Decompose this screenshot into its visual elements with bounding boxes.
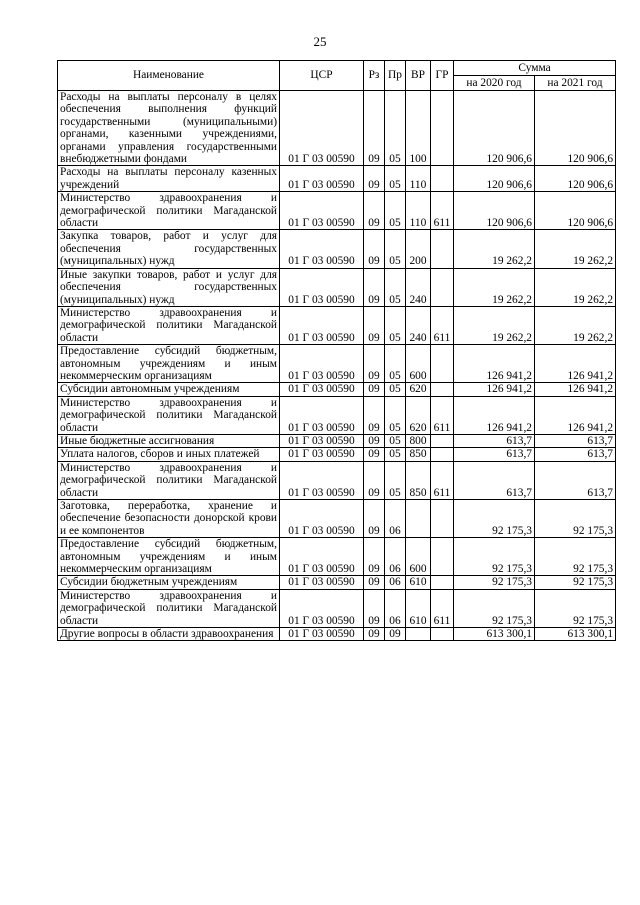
row-vr: 110 — [406, 166, 431, 192]
row-gr — [431, 628, 454, 641]
row-gr — [431, 91, 454, 166]
row-vr: 610 — [406, 589, 431, 627]
row-vr: 620 — [406, 396, 431, 434]
header-gr: ГР — [431, 61, 454, 91]
row-csr: 01 Г 03 00590 — [280, 448, 364, 461]
row-sum-2021: 92 175,3 — [535, 576, 616, 589]
row-sum-2020: 120 906,6 — [454, 192, 535, 230]
row-vr: 240 — [406, 268, 431, 306]
row-rz: 09 — [364, 230, 385, 268]
row-gr: 611 — [431, 306, 454, 344]
row-name: Расходы на выплаты персоналу в целях обеспечения выполнения функций государственными (муниципальными) органами, казенными учреждениями, органами управления государственными внебюджетными фондами — [58, 91, 280, 166]
row-pr: 05 — [385, 268, 406, 306]
row-name: Министерство здравоохранения и демографической политики Магаданской области — [58, 192, 280, 230]
row-rz: 09 — [364, 461, 385, 499]
table-row — [58, 628, 616, 641]
row-name: Уплата налогов, сборов и иных платежей — [58, 448, 280, 461]
row-sum-2020: 92 175,3 — [454, 576, 535, 589]
table-row — [58, 538, 616, 576]
row-csr: 01 Г 03 00590 — [280, 434, 364, 447]
row-vr: 600 — [406, 345, 431, 383]
table-row — [58, 461, 616, 499]
header-pr: Пр — [385, 61, 406, 91]
row-csr: 01 Г 03 00590 — [280, 306, 364, 344]
row-vr: 100 — [406, 91, 431, 166]
row-name: Закупка товаров, работ и услуг для обеспечения государственных (муниципальных) нужд — [58, 230, 280, 268]
row-gr — [431, 230, 454, 268]
row-sum-2021: 92 175,3 — [535, 500, 616, 538]
row-name: Министерство здравоохранения и демографической политики Магаданской области — [58, 396, 280, 434]
table-row — [58, 268, 616, 306]
table-row — [58, 91, 616, 166]
row-rz: 09 — [364, 91, 385, 166]
row-csr: 01 Г 03 00590 — [280, 166, 364, 192]
row-name: Предоставление субсидий бюджетным, автономным учреждениям и иным некоммерческим организациям — [58, 345, 280, 383]
row-pr: 05 — [385, 383, 406, 396]
row-pr: 05 — [385, 166, 406, 192]
header-sum: Сумма — [454, 61, 616, 76]
row-csr: 01 Г 03 00590 — [280, 230, 364, 268]
row-rz: 09 — [364, 166, 385, 192]
header-csr: ЦСР — [280, 61, 364, 91]
row-sum-2021: 126 941,2 — [535, 396, 616, 434]
row-pr: 09 — [385, 628, 406, 641]
row-sum-2021: 126 941,2 — [535, 383, 616, 396]
row-csr: 01 Г 03 00590 — [280, 345, 364, 383]
row-gr — [431, 383, 454, 396]
row-pr: 06 — [385, 538, 406, 576]
row-sum-2021: 92 175,3 — [535, 538, 616, 576]
row-pr: 06 — [385, 500, 406, 538]
row-gr — [431, 166, 454, 192]
row-rz: 09 — [364, 628, 385, 641]
row-sum-2021: 19 262,2 — [535, 268, 616, 306]
table-row — [58, 589, 616, 627]
row-gr — [431, 434, 454, 447]
row-rz: 09 — [364, 538, 385, 576]
row-name: Иные закупки товаров, работ и услуг для обеспечения государственных (муниципальных) нужд — [58, 268, 280, 306]
row-gr: 611 — [431, 461, 454, 499]
row-sum-2021: 19 262,2 — [535, 306, 616, 344]
row-vr: 600 — [406, 538, 431, 576]
row-sum-2021: 126 941,2 — [535, 345, 616, 383]
header-2020: на 2020 год — [454, 76, 535, 91]
row-sum-2020: 120 906,6 — [454, 91, 535, 166]
row-pr: 05 — [385, 461, 406, 499]
row-pr: 05 — [385, 192, 406, 230]
row-gr: 611 — [431, 396, 454, 434]
row-sum-2020: 92 175,3 — [454, 500, 535, 538]
page-number: 25 — [313, 34, 327, 49]
row-sum-2021: 613,7 — [535, 461, 616, 499]
table-row — [58, 306, 616, 344]
row-gr: 611 — [431, 589, 454, 627]
row-gr — [431, 576, 454, 589]
row-pr: 05 — [385, 91, 406, 166]
row-sum-2020: 126 941,2 — [454, 345, 535, 383]
row-sum-2020: 19 262,2 — [454, 268, 535, 306]
row-sum-2021: 120 906,6 — [535, 91, 616, 166]
row-rz: 09 — [364, 345, 385, 383]
table-row — [58, 383, 616, 396]
table-row — [58, 500, 616, 538]
row-vr: 620 — [406, 383, 431, 396]
row-sum-2021: 613,7 — [535, 434, 616, 447]
row-vr — [406, 500, 431, 538]
row-rz: 09 — [364, 383, 385, 396]
row-csr: 01 Г 03 00590 — [280, 589, 364, 627]
row-sum-2021: 613 300,1 — [535, 628, 616, 641]
row-sum-2021: 92 175,3 — [535, 589, 616, 627]
row-csr: 01 Г 03 00590 — [280, 628, 364, 641]
row-rz: 09 — [364, 434, 385, 447]
row-pr: 05 — [385, 448, 406, 461]
row-sum-2020: 19 262,2 — [454, 306, 535, 344]
row-pr: 05 — [385, 345, 406, 383]
row-vr: 850 — [406, 448, 431, 461]
budget-table — [57, 60, 616, 641]
table-row — [58, 396, 616, 434]
header-vr: ВР — [406, 61, 431, 91]
table-row — [58, 230, 616, 268]
row-vr: 850 — [406, 461, 431, 499]
row-csr: 01 Г 03 00590 — [280, 91, 364, 166]
row-name: Министерство здравоохранения и демографической политики Магаданской области — [58, 461, 280, 499]
row-gr — [431, 268, 454, 306]
row-rz: 09 — [364, 306, 385, 344]
row-pr: 05 — [385, 230, 406, 268]
row-sum-2020: 92 175,3 — [454, 538, 535, 576]
row-vr: 200 — [406, 230, 431, 268]
row-vr: 610 — [406, 576, 431, 589]
row-csr: 01 Г 03 00590 — [280, 461, 364, 499]
row-vr: 110 — [406, 192, 431, 230]
row-name: Министерство здравоохранения и демографической политики Магаданской области — [58, 306, 280, 344]
header-2021: на 2021 год — [535, 76, 616, 91]
row-csr: 01 Г 03 00590 — [280, 192, 364, 230]
row-sum-2021: 120 906,6 — [535, 192, 616, 230]
row-gr: 611 — [431, 192, 454, 230]
table-row — [58, 448, 616, 461]
table-row — [58, 345, 616, 383]
row-name: Заготовка, переработка, хранение и обеспечение безопасности донорской крови и ее компонентов — [58, 500, 280, 538]
row-sum-2020: 613 300,1 — [454, 628, 535, 641]
row-name: Министерство здравоохранения и демографической политики Магаданской области — [58, 589, 280, 627]
header-name: Наименование — [58, 61, 280, 91]
row-name: Иные бюджетные ассигнования — [58, 434, 280, 447]
row-sum-2020: 613,7 — [454, 448, 535, 461]
row-gr — [431, 538, 454, 576]
row-csr: 01 Г 03 00590 — [280, 500, 364, 538]
row-vr: 240 — [406, 306, 431, 344]
row-rz: 09 — [364, 192, 385, 230]
row-sum-2020: 126 941,2 — [454, 396, 535, 434]
row-pr: 05 — [385, 306, 406, 344]
row-sum-2021: 19 262,2 — [535, 230, 616, 268]
row-pr: 05 — [385, 434, 406, 447]
row-rz: 09 — [364, 396, 385, 434]
row-name: Предоставление субсидий бюджетным, автономным учреждениям и иным некоммерческим организациям — [58, 538, 280, 576]
row-sum-2020: 613,7 — [454, 461, 535, 499]
row-rz: 09 — [364, 500, 385, 538]
row-name: Расходы на выплаты персоналу казенных учреждений — [58, 166, 280, 192]
row-csr: 01 Г 03 00590 — [280, 576, 364, 589]
row-csr: 01 Г 03 00590 — [280, 538, 364, 576]
row-rz: 09 — [364, 576, 385, 589]
row-name: Субсидии автономным учреждениям — [58, 383, 280, 396]
row-gr — [431, 448, 454, 461]
table-row — [58, 192, 616, 230]
row-gr — [431, 345, 454, 383]
row-csr: 01 Г 03 00590 — [280, 268, 364, 306]
row-csr: 01 Г 03 00590 — [280, 383, 364, 396]
row-sum-2020: 126 941,2 — [454, 383, 535, 396]
row-pr: 05 — [385, 396, 406, 434]
row-rz: 09 — [364, 589, 385, 627]
header-rz: Рз — [364, 61, 385, 91]
table-row — [58, 576, 616, 589]
row-pr: 06 — [385, 576, 406, 589]
row-sum-2020: 19 262,2 — [454, 230, 535, 268]
row-rz: 09 — [364, 448, 385, 461]
row-rz: 09 — [364, 268, 385, 306]
row-sum-2020: 613,7 — [454, 434, 535, 447]
row-vr: 800 — [406, 434, 431, 447]
row-name: Субсидии бюджетным учреждениям — [58, 576, 280, 589]
row-pr: 06 — [385, 589, 406, 627]
table-row — [58, 166, 616, 192]
table-row — [58, 434, 616, 447]
row-vr — [406, 628, 431, 641]
row-csr: 01 Г 03 00590 — [280, 396, 364, 434]
row-gr — [431, 500, 454, 538]
row-sum-2020: 120 906,6 — [454, 166, 535, 192]
row-name: Другие вопросы в области здравоохранения — [58, 628, 280, 641]
row-sum-2021: 120 906,6 — [535, 166, 616, 192]
row-sum-2021: 613,7 — [535, 448, 616, 461]
row-sum-2020: 92 175,3 — [454, 589, 535, 627]
